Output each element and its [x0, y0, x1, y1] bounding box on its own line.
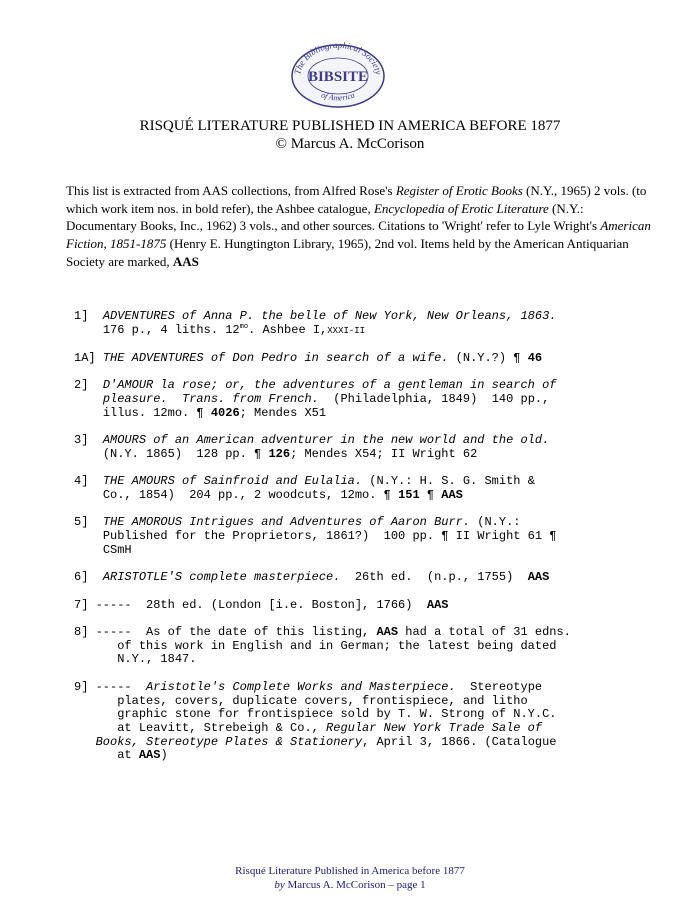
footer-by: by [274, 879, 285, 891]
entry-title: Aristotle's Complete Works and Masterpiece. [146, 679, 456, 694]
logo-center-text: BIBSITE [307, 69, 369, 85]
entry-title: ARISTOTLE'S complete masterpiece. [102, 570, 341, 585]
list-item [74, 626, 674, 667]
entry-title: ADVENTURES of Anna P. the belle of New York, New Orleans, 1863. [102, 309, 557, 323]
footer-byline [0, 878, 700, 892]
aas-mark: AAS [441, 488, 463, 503]
entry-number: 6] [74, 570, 103, 585]
entry-number: 1] [74, 309, 103, 323]
intro-wright-title: American Fiction, 1851-1875 [66, 218, 651, 252]
intro-text: This list is extracted from AAS collections, from Alfred Rose's [66, 183, 396, 198]
entry-number: 8] [74, 625, 96, 640]
entry-text: ) [160, 748, 168, 763]
entry-title: THE ADVENTURES of Don Pedro in search of a wife. [102, 351, 449, 366]
list-item [74, 681, 674, 763]
entry-text: . Ashbee I, [248, 322, 328, 337]
intro-text: (N.Y.: Documentary Books, Inc., 1962) 3 vols., and other sources. Citations to 'Wright' refer to Lyle Wright's [66, 200, 601, 234]
entry-body [103, 379, 674, 420]
entry-body [103, 571, 674, 585]
rose-number: 46 [527, 351, 543, 366]
entry-text: (N.Y.: Published for the Proprietors, 1861?) 100 pp. ¶ II Wright 61 ¶ CSmH [102, 515, 557, 557]
list-item [74, 599, 674, 613]
entry-text: (N.Y.?) ¶ [448, 351, 528, 366]
entry-body [96, 681, 674, 763]
entry-title: D'AMOUR la rose; or, the adventures of a gentleman in search of pleasure. Trans. from French. [102, 378, 557, 407]
list-item [74, 571, 674, 585]
entry-number: 7] [74, 597, 96, 612]
entry-body [103, 475, 674, 502]
intro-text: (N.Y., 1965) 2 vols. (to which work item nos. in bold refer), the Ashbee catalogue, [66, 183, 647, 216]
aas-mark: AAS [527, 570, 550, 585]
entry-title: THE AMOURS of Sainfroid and Eulalia. [102, 474, 363, 489]
entry-title: THE AMOROUS Intrigues and Adventures of Aaron Burr. [102, 515, 471, 530]
entry-text: (Philadelphia, 1849) 140 pp., illus. 12mo. ¶ [102, 392, 550, 420]
entry-text: ¶ [419, 488, 442, 503]
entry-body [96, 626, 674, 667]
list-item [74, 475, 674, 502]
entry-number: 4] [74, 474, 103, 489]
entry-superscript: mo [239, 322, 249, 331]
entry-body [103, 434, 674, 461]
entry-text: had a total of 31 edns. of this work in English and in German; the latest being dated N.Y., 1847. [117, 625, 571, 667]
title-text: RISQUÉ LITERATURE PUBLISHED IN AMERICA BEFORE 1877 [139, 118, 561, 134]
rose-number: 151 [398, 488, 420, 503]
entry-text: , April 3, 1866. (Catalogue at [117, 734, 557, 763]
entry-text: ; Mendes X54; II Wright 62 [290, 446, 478, 461]
entry-text: 26th ed. (n.p., 1755) [340, 570, 528, 585]
entry-number: 3] [74, 433, 103, 448]
entry-body [103, 352, 674, 366]
intro-rose-title: Register of Erotic Books [395, 183, 523, 198]
intro-aas-mark: AAS [172, 253, 199, 269]
intro-ashbee-title: Encyclopedia of Erotic Literature [373, 200, 549, 216]
entry-body [103, 310, 674, 338]
entry-catalogue-title: Regular New York Trade Sale of Books, Stereotype Plates & Stationery [95, 720, 543, 749]
list-item [74, 516, 674, 557]
list-item [74, 352, 674, 366]
list-item [74, 310, 674, 338]
aas-mark: AAS [376, 625, 399, 640]
logo-top-text: The Bibliographical Society [292, 42, 384, 76]
intro-paragraph [66, 182, 656, 271]
page-title [0, 117, 700, 153]
entry-text: Stereotype plates, covers, duplicate covers, frontispiece, and litho graphic stone for frontispiece sold by T. W. Strong of N.Y.C. at Leavitt, Strebeigh & Co., [117, 679, 557, 735]
entry-body [96, 599, 674, 613]
rose-number: 126 [268, 446, 291, 461]
entry-text: (N.Y.: H. S. G. Smith & Co., 1854) 204 pp., 2 woodcuts, 12mo. ¶ [102, 474, 535, 503]
entry-text: (N.Y. 1865) 128 pp. ¶ [102, 446, 262, 461]
entry-number: 1A] [74, 351, 103, 366]
entry-body [103, 516, 674, 557]
logo-bottom-text: of America [320, 90, 356, 103]
entry-roman: XXXI-II [327, 325, 366, 336]
list-item [74, 434, 674, 461]
footer-author-page: Marcus A. McCorison – page 1 [284, 879, 426, 891]
entry-text: 176 p., 4 liths. 12 [102, 322, 240, 337]
page-footer [0, 864, 700, 892]
entry-list [74, 310, 674, 777]
list-item [74, 379, 674, 420]
rose-number: 4026 [210, 405, 240, 420]
aas-mark: AAS [426, 597, 449, 612]
entry-text: ; Mendes X51 [239, 405, 327, 420]
entry-number: 5] [74, 515, 103, 530]
author-text: © Marcus A. McCorison [275, 136, 425, 152]
entry-number: 2] [74, 378, 103, 393]
entry-text: ----- As of the date of this listing, [95, 625, 377, 640]
bibsite-logo [290, 42, 386, 108]
entry-text: ----- [95, 679, 147, 694]
entry-title: AMOURS of an American adventurer in the new world and the old. [102, 433, 550, 448]
entry-text: ----- 28th ed. (London [i.e. Boston], 1766) [95, 597, 427, 612]
footer-title: Risqué Literature Published in America before 1877 [235, 865, 465, 877]
aas-mark: AAS [138, 748, 161, 763]
intro-text: (Henry E. Hungtington Library, 1965), 2nd vol. Items held by the American Antiquarian Society are marked, [66, 236, 629, 269]
entry-number: 9] [74, 679, 96, 694]
